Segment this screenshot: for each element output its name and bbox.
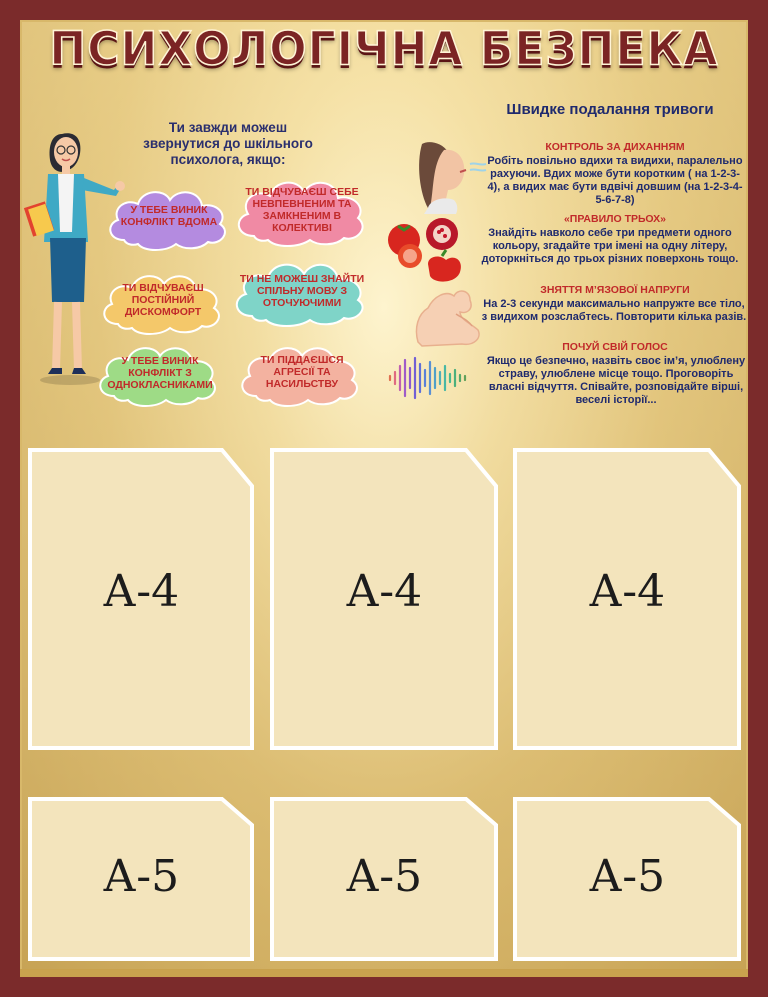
muscle-arm-icon — [412, 284, 484, 348]
pocket-a5 — [511, 795, 743, 963]
pocket-label: А-5 — [345, 851, 423, 902]
cloud-item — [104, 180, 234, 252]
pocket-label: А-4 — [102, 566, 180, 617]
pocket-a5 — [26, 795, 256, 963]
tip-heading-muscle: ЗНЯТТЯ М’ЯЗОВОЇ НАПРУГИ — [540, 284, 690, 296]
right-title: Швидке подалання тривоги — [506, 101, 714, 118]
cloud-text: ТИ ВІДЧУВАЄШ ПОСТІЙНИЙ ДИСКОМФОРТ — [122, 282, 204, 318]
breathing-face-icon — [414, 134, 494, 214]
cloud-text: ТИ НЕ МОЖЕШ ЗНАЙТИ СПІЛЬНУ МОВУ З ОТОЧУЮЧИМИ — [239, 273, 365, 309]
cloud-item — [232, 172, 372, 248]
cloud-item — [98, 264, 228, 336]
tip-text-voice: Якщо це безпечно, назвіть своє ім’я, улюблену страву, улюблене місце тощо. Проговоріть власні відчуття. Співайте, розповідайте вірші, веселі історії... — [486, 355, 746, 406]
poster-title: ПСИХОЛОГІЧНА БЕЗПЕКА — [49, 22, 719, 77]
tip-heading-breathing: КОНТРОЛЬ ЗА ДИХАННЯМ — [545, 141, 685, 153]
fruits-icon — [384, 212, 474, 288]
cloud-item — [94, 338, 226, 408]
pocket-label: А-4 — [345, 566, 423, 617]
tip-text-breathing: Робіть повільно вдихи та видихи, паралельно рахуючи. Вдих може бути коротким ( на 1-2-3-4), а видих має бути вдвічі довшим (на 1-2-3-4-5-6-7-8) — [487, 155, 743, 206]
pocket-a4 — [26, 446, 256, 752]
pocket-a4 — [268, 446, 500, 752]
pocket-a5 — [268, 795, 500, 963]
cloud-text: ТИ ВІДЧУВАЄШ СЕБЕ НЕВПЕВНЕНИМ ТА ЗАМКНЕНИМ В КОЛЕКТИВІ — [245, 186, 359, 234]
pocket-label: А-5 — [102, 851, 180, 902]
tip-text-muscle: На 2-3 секунди максимально напружте все тіло, з видихом розслабтесь. Повторити кілька разів. — [481, 298, 747, 323]
cloud-text: ТИ ПІДДАЄШСЯ АГРЕСІЇ ТА НАСИЛЬСТВУ — [260, 354, 344, 390]
cloud-item — [230, 254, 374, 328]
cloud-item — [236, 336, 368, 408]
pocket-a4 — [511, 446, 743, 752]
cloud-text: У ТЕБЕ ВИНИК КОНФЛІКТ З ОДНОКЛАСНИКАМИ — [107, 355, 213, 391]
intro-text: Ти завжди можеш звернутися до шкільного психолога, якщо: — [143, 120, 313, 167]
tip-heading-voice: ПОЧУЙ СВІЙ ГОЛОС — [562, 341, 668, 353]
tip-heading-rule-of-three: «ПРАВИЛО ТРЬОХ» — [563, 213, 667, 225]
bottom-gold-strip — [20, 969, 748, 977]
pocket-label: А-4 — [588, 566, 666, 617]
pocket-label: А-5 — [588, 851, 666, 902]
tip-text-rule-of-three: Знайдіть навколо себе три предмети одного кольору, згадайте три імені на одну літеру, доторкніться до трьох різних поверхонь тощо. — [481, 227, 739, 265]
sound-wave-icon — [384, 356, 480, 400]
cloud-text: У ТЕБЕ ВИНИК КОНФЛІКТ ВДОМА — [120, 204, 218, 228]
